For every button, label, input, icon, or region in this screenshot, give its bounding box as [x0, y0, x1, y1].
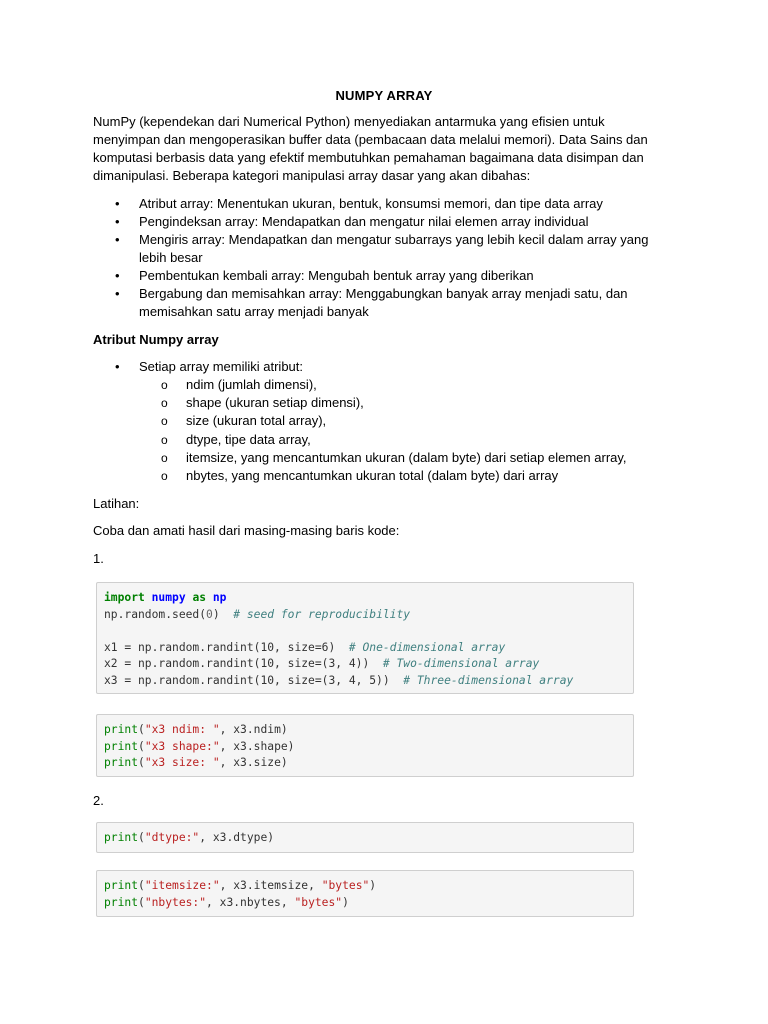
list-item: • Setiap array memiliki atribut: [115, 359, 303, 374]
list-item: o itemsize, yang mencantumkan ukuran (dalam byte) dari setiap elemen array, [161, 449, 661, 467]
bullet-icon: • [115, 196, 120, 211]
list-item: o size (ukuran total array), [161, 412, 661, 430]
exercise-number-2: 2. [93, 793, 104, 808]
list-item: o dtype, tipe data array, [161, 431, 661, 449]
circle-bullet-icon: o [161, 469, 168, 484]
code-block-3: print("dtype:", x3.dtype) [96, 822, 634, 853]
list-item: • Atribut array: Menentukan ukuran, bentuk, konsumsi memori, dan tipe data array [115, 196, 603, 211]
bullet-icon: • [115, 268, 120, 283]
circle-bullet-icon: o [161, 378, 168, 392]
attribute-list [161, 376, 661, 485]
exercise-instruction: Coba dan amati hasil dari masing-masing baris kode: [93, 523, 400, 538]
list-item: • Pembentukan kembali array: Mengubah bentuk array yang diberikan [115, 268, 534, 283]
attribute-heading: Atribut Numpy array [93, 332, 219, 347]
list-item: • Mengiris array: Mendapatkan dan mengatur subarrays yang lebih kecil dalam array yang lebih besar [115, 232, 649, 265]
exercise-number-1: 1. [93, 551, 104, 566]
bullet-icon: • [115, 214, 120, 229]
exercise-label: Latihan: [93, 496, 140, 511]
code-block-1: import numpy as np np.random.seed(0) # seed for reproducibility x1 = np.random.randint(10, size=6) # One-dimensional array x2 = np.random.randint(10, size=(3, 4)) # Two-dimensional array x3 = np.random.randint(10, size=(3, 4, 5)) # Three-dimensional array [96, 582, 634, 694]
circle-bullet-icon: o [161, 414, 168, 429]
list-item: • Bergabung dan memisahkan array: Menggabungkan banyak array menjadi satu, dan memisahkan satu array menjadi banyak [115, 286, 628, 319]
bullet-icon: • [115, 232, 120, 247]
circle-bullet-icon: o [161, 450, 168, 465]
list-item: o shape (ukuran setiap dimensi), [161, 394, 661, 412]
category-list [93, 195, 663, 321]
list-item: • Pengindeksan array: Mendapatkan dan mengatur nilai elemen array individual [115, 214, 589, 229]
list-item: o ndim (jumlah dimensi), [161, 376, 661, 394]
bullet-icon: • [115, 286, 120, 301]
attribute-intro-list [93, 358, 663, 376]
bullet-icon: • [115, 359, 120, 374]
intro-paragraph: NumPy (kependekan dari Numerical Python) menyediakan antarmuka yang efisien untuk menyimpan dan mengoperasikan buffer data (pembacaan data melalui memori). Data Sains dan komputasi berbasis data yang efektif membutuhkan pemahaman bagaimana data disimpan dan dimanipulasi. Beberapa kategori manipulasi array dasar yang akan dibahas: [93, 114, 648, 183]
code-block-2: print("x3 ndim: ", x3.ndim) print("x3 shape:", x3.shape) print("x3 size: ", x3.size) [96, 714, 634, 777]
list-item: o nbytes, yang mencantumkan ukuran total (dalam byte) dari array [161, 467, 661, 485]
code-block-4: print("itemsize:", x3.itemsize, "bytes") print("nbytes:", x3.nbytes, "bytes") [96, 870, 634, 917]
circle-bullet-icon: o [161, 432, 168, 447]
circle-bullet-icon: o [161, 396, 168, 411]
document-title: NUMPY ARRAY [335, 88, 433, 103]
